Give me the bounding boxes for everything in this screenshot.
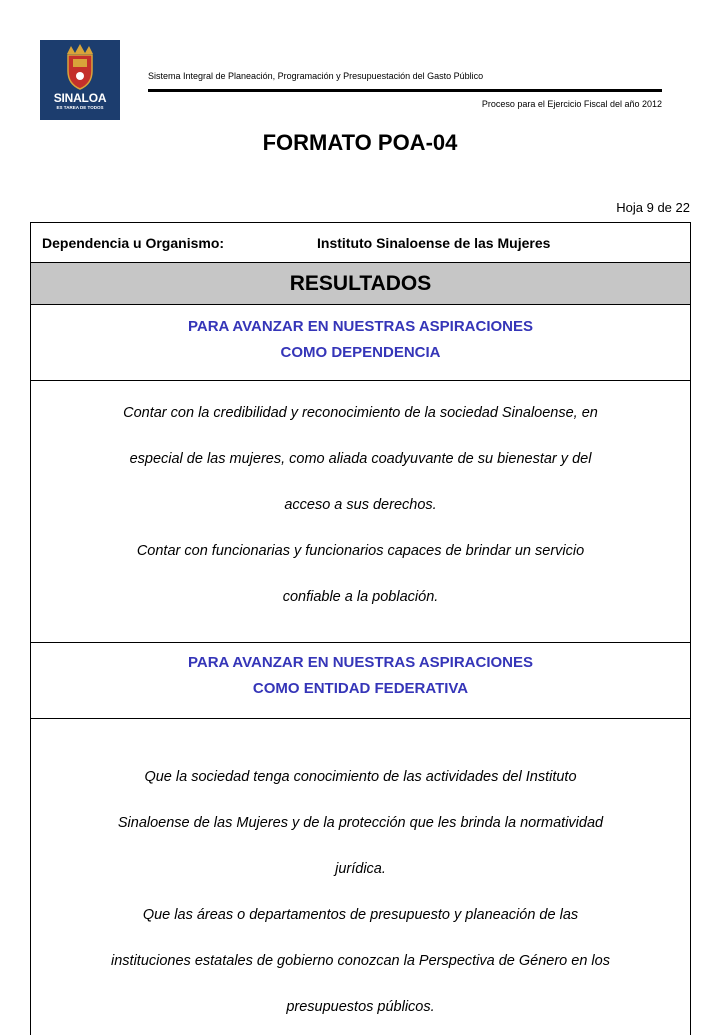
- body-line: presupuestos públicos.: [286, 999, 435, 1015]
- body-line: confiable a la población.: [282, 589, 439, 605]
- logo-wordmark: SINALOA: [53, 91, 107, 105]
- body-line: Que las áreas o departamentos de presupuesto y planeación de las: [142, 907, 579, 923]
- document-title: FORMATO POA-04: [262, 130, 458, 155]
- body-line: especial de las mujeres, como aliada coadyuvante de su bienestar y del: [129, 451, 592, 467]
- logo-tagline: ES TAREA DE TODOS: [56, 105, 104, 110]
- section-heading-dependencia: [31, 305, 690, 381]
- page-indicator: Hoja 9 de 22: [616, 200, 690, 215]
- body-line: Contar con funcionarias y funcionarios capaces de brindar un servicio: [136, 543, 585, 559]
- results-heading: RESULTADOS: [31, 263, 690, 305]
- section-body-dependencia: [31, 381, 690, 643]
- section-heading-line: PARA AVANZAR EN NUESTRAS ASPIRACIONES: [187, 318, 534, 335]
- dependency-value: Instituto Sinaloense de las Mujeres: [317, 234, 551, 251]
- poa-table: [30, 222, 691, 1035]
- dependency-row: [31, 223, 690, 263]
- section-heading-line: COMO ENTIDAD FEDERATIVA: [252, 680, 469, 697]
- sinaloa-logo: [40, 40, 120, 120]
- section-body-entidad: [31, 719, 690, 1035]
- body-line: jurídica.: [335, 861, 386, 877]
- section-heading-entidad: [31, 643, 690, 719]
- body-line: acceso a sus derechos.: [284, 497, 437, 513]
- fiscal-process-label: Proceso para el Ejercicio Fiscal del año 2012: [481, 99, 662, 109]
- body-line: Sinaloense de las Mujeres y de la protección que les brinda la normatividad: [117, 815, 604, 831]
- section-heading-line: COMO DEPENDENCIA: [280, 344, 441, 361]
- section-heading-line: PARA AVANZAR EN NUESTRAS ASPIRACIONES: [187, 654, 534, 671]
- header-divider: [148, 89, 662, 92]
- system-title: Sistema Integral de Planeación, Programación y Presupuestación del Gasto Público: [148, 71, 484, 81]
- body-line: Que la sociedad tenga conocimiento de las actividades del Instituto: [144, 769, 577, 785]
- body-line: instituciones estatales de gobierno conozcan la Perspectiva de Género en los: [111, 953, 610, 969]
- dependency-label: Dependencia u Organismo:: [42, 234, 225, 251]
- body-line: Contar con la credibilidad y reconocimiento de la sociedad Sinaloense, en: [123, 405, 598, 421]
